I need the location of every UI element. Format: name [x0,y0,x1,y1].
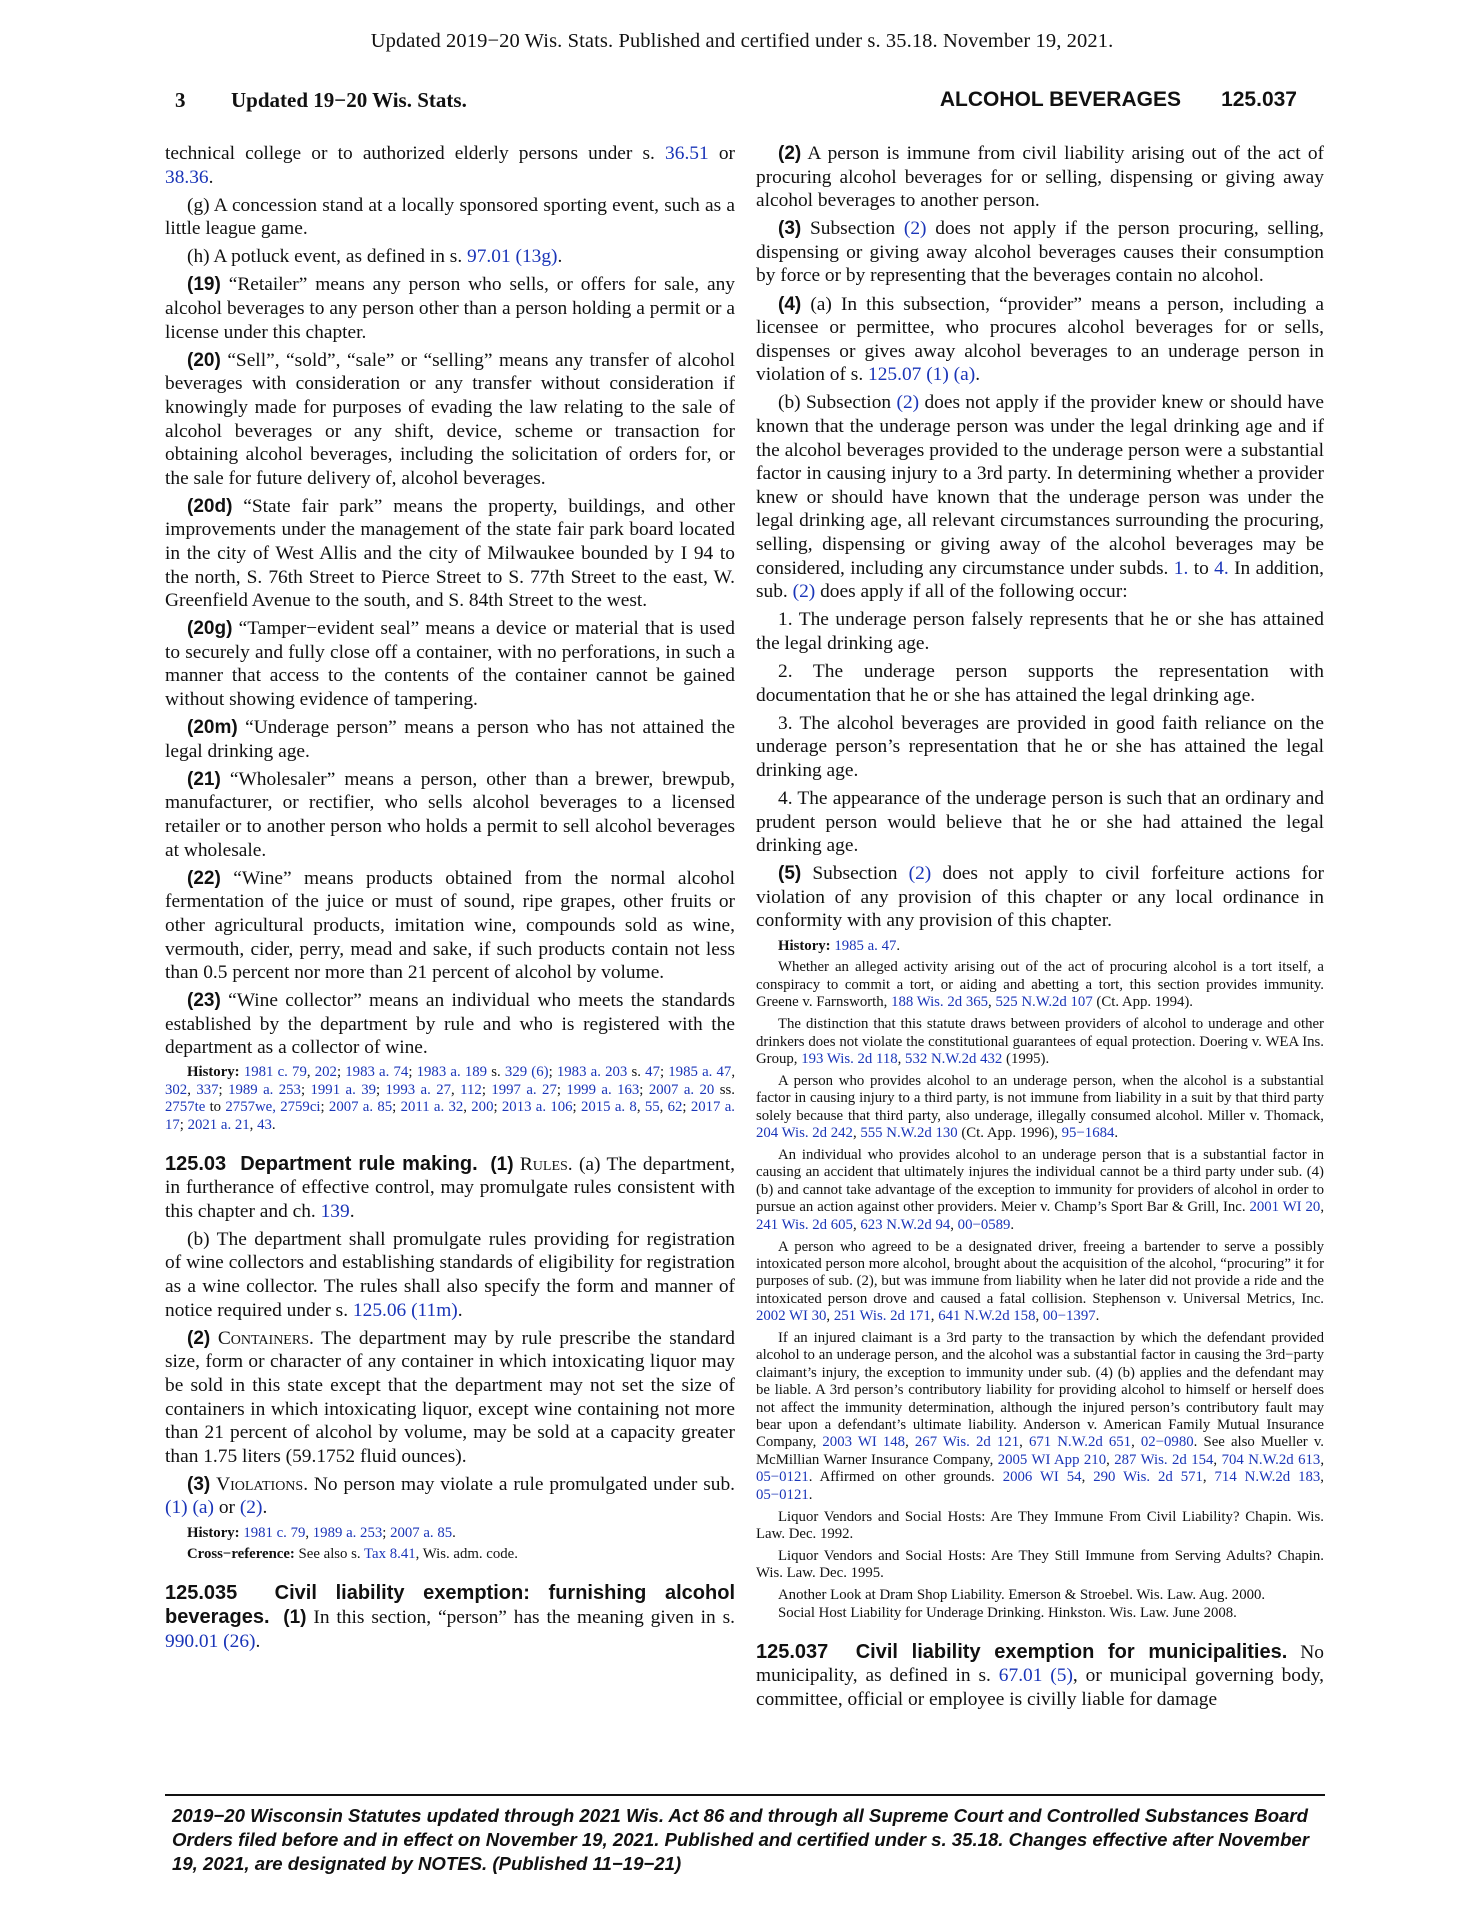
history-link[interactable]: 1989 a. 253 [312,1524,383,1541]
running-head-updated: Updated 19−20 Wis. Stats. [231,88,467,112]
paragraph-continuation: technical college or to authorized elderly persons under s. 36.51 or 38.36. [165,143,735,188]
paragraph-125-03-1-b: (b) The department shall promulgate rules providing for registration of wine collectors and establishing standards of eligibility for registration as a wine collector. The rules shall also specify the form and manner of notice required under s. 125.06 (11m). [165,1228,735,1321]
history-link[interactable]: 2007 a. 85 [328,1099,393,1116]
paragraph-g: (g) A concession stand at a locally sponsored sporting event, such as a little league game. [165,194,735,240]
list-item: 4. The appearance of the underage person is such that an ordinary and prudent person would believe that he or she had attained the legal drinking age. [756,787,1324,857]
statute-link[interactable]: 1. [1173,557,1189,579]
cross-reference-note: Cross−reference: See also s. Tax 8.41, Wis. adm. code. [187,1546,518,1563]
list-item: 2. The underage person supports the representation with documentation that he or she has attained the legal drinking age. [756,660,1324,706]
statute-link[interactable]: (2) [896,392,920,414]
statute-link[interactable]: 125.07 (1) (a) [868,364,976,386]
footer-notice: 2019−20 Wisconsin Statutes updated through 2021 Wis. Act 86 and through all Supreme Court and Controlled Substances Board Orders filed before and in effect on November 19, 2021. Published and certified under s. 35.18. Changes effective after November 19, 2021, are designated by NOTES. (Published 11−19−21) [172,1805,1310,1874]
history-note: History: 1981 c. 79, 1989 a. 253; 2007 a. 85. [187,1524,456,1541]
history-link[interactable]: 1993 a. 27 [385,1081,452,1098]
definition-20d: (20d) “State fair park” means the property, buildings, and other improvements under the management of the state fair park board located in the city of West Allis and the city of Milwaukee bounded by I 94 to the north, S. 76th Street to Pierce Street to S. 77th Street to the east, W. Greenfield Avenue to the south, and S. 84th Street to the west. [165,495,735,612]
statute-link[interactable]: 38.36 [165,166,209,188]
citation-link[interactable]: 193 Wis. 2d 118 [801,1050,898,1067]
left-column [165,142,735,1658]
annotation-note: Liquor Vendors and Social Hosts: Are They Immune From Civil Liability? Chapin. Wis. Law. Dec. 1992. [756,1508,1324,1542]
citation-link[interactable]: 2003 WI 148 [822,1434,906,1451]
history-link[interactable]: 2011 a. 32 [400,1099,464,1116]
paragraph-125-035-3: (3) Subsection (2) does not apply if the person procuring, selling, dispensing or giving away alcohol beverages causes their consumption by force or by representing that the beverages contain no alcohol. [756,218,1324,287]
history-link[interactable]: 337 [196,1081,219,1098]
citation-link[interactable]: 267 Wis. 2d 121 [914,1434,1020,1451]
annotation-note: Liquor Vendors and Social Hosts: Are They Still Immune from Serving Adults? Chapin. Wis. Law. Dec. 1995. [756,1547,1324,1582]
history-link[interactable]: 1983 a. 74 [345,1064,409,1081]
history-link[interactable]: 200 [471,1099,494,1116]
citation-link[interactable]: 00−0589 [957,1216,1011,1233]
statute-link[interactable]: (2) [908,863,932,885]
history-link[interactable]: 1985 a. 47 [668,1064,732,1081]
citation-link[interactable]: 623 N.W.2d 94 [860,1216,951,1233]
citation-link[interactable]: 00−1397 [1042,1308,1096,1325]
citation-link[interactable]: 714 N.W.2d 183 [1214,1469,1321,1486]
citation-link[interactable]: 525 N.W.2d 107 [995,994,1093,1011]
history-link[interactable]: 2017 a. 17 [165,1099,735,1133]
citation-link[interactable]: 290 Wis. 2d 571 [1093,1469,1203,1486]
page-header [165,88,1305,118]
citation-link[interactable]: 555 N.W.2d 130 [860,1125,958,1142]
history-link[interactable]: 2015 a. 8 [580,1099,637,1116]
history-link[interactable]: 1991 a. 39 [310,1081,376,1098]
history-link[interactable]: 329 (6) [504,1064,549,1081]
statute-link[interactable]: 97.01 (13g) [467,246,558,268]
history-link[interactable]: 2013 a. 106 [501,1099,573,1116]
annotation-note: Social Host Liability for Underage Drinking. Hinkston. Wis. Law. June 2008. [778,1604,1237,1621]
statute-link[interactable]: (2) [239,1497,263,1519]
history-link[interactable]: 1981 c. 79 [243,1524,306,1541]
section-125-03: 125.03 Department rule making. (1) Rules. (a) The department, in furtherance of effective control, may promulgate rules consistent with this chapter and ch. 139. [165,1152,735,1222]
citation-link[interactable]: 704 N.W.2d 613 [1221,1451,1321,1468]
statute-link[interactable]: 36.51 [665,143,709,164]
statute-link[interactable]: (2) [792,581,816,603]
citation-link[interactable]: 241 Wis. 2d 605 [756,1216,853,1233]
citation-link[interactable]: 251 Wis. 2d 171 [833,1308,931,1325]
citation-link[interactable]: 641 N.W.2d 158 [938,1308,1036,1325]
citation-link[interactable]: 204 Wis. 2d 242 [756,1125,853,1142]
admin-code-link[interactable]: Tax 8.41 [364,1546,416,1563]
right-column [756,142,1324,1716]
paragraph-125-035-5: (5) Subsection (2) does not apply to civil forfeiture actions for violation of any provision of this chapter or any local ordinance in conformity with any provision of this chapter. [756,863,1324,932]
citation-link[interactable]: 2006 WI 54 [1002,1469,1082,1486]
definition-22: (22) “Wine” means products obtained from the normal alcohol fermentation of the juice or must of sound, ripe grapes, other fruits or other agricultural products, imitation wine, compounds sold as wine, vermouth, cider, perry, mead and sake, if such products contain not less than 0.5 percent nor more than 21 percent of alcohol by volume. [165,867,735,984]
history-link[interactable]: 1981 c. 79 [243,1064,307,1081]
history-link[interactable]: 1989 a. 253 [228,1081,301,1098]
definition-23: (23) “Wine collector” means an individual who meets the standards established by the department by rule and who is registered with the department as a collector of wine. [165,990,735,1059]
history-link[interactable]: 2757te [165,1099,206,1116]
history-link[interactable]: 202 [314,1064,337,1081]
history-link[interactable]: 1997 a. 27 [491,1081,557,1098]
annotation-note: An individual who provides alcohol to an underage person that is a substantial factor in causing an accident that ultimately injures the individual cannot be a third party under sub. (4) (b) and cannot take advantage of the exception to immunity for providers of alcohol in order to pursue an action against other providers. Meier v. Champ’s Sport Bar & Grill, Inc. 2001 WI 20, 241 Wis. 2d 605, 623 N.W.2d 94, 00−0589. [756,1146,1325,1233]
history-note: History: 1985 a. 47. [778,937,901,954]
citation-link[interactable]: 532 N.W.2d 432 [905,1050,1003,1067]
chapter-title: ALCOHOL BEVERAGES [939,88,1181,111]
annotation-note: The distinction that this statute draws between providers of alcohol to underage and other drinkers does not violate the constitutional guarantees of equal protection. Doering v. WEA Ins. Group, 193 Wis. 2d 118, 532 N.W.2d 432 (1995). [756,1016,1324,1067]
history-link[interactable]: 62 [667,1099,683,1116]
section-heading: 125.035 Civil liability exemption: furnishing alcohol beverages. [165,1582,735,1628]
statute-link[interactable]: (2) [903,218,927,240]
paragraph-125-03-2: (2) Containers. The department may by rule prescribe the standard size, form or character of any container in which intoxicating liquor may be sold in this state except that the department may not set the size of containers in which intoxicating liquor, except wine containing not more than 21 percent of alcohol by volume, may be sold at a capacity greater than 1.75 liters (59.1752 fluid ounces). [165,1327,735,1467]
history-link[interactable]: 302 [165,1081,188,1098]
definition-20g: (20g) “Tamper−evident seal” means a device or material that is used to securely and fully close off a container, with no perforations, in such a manner that access to the contents of the container cannot be gained without showing evidence of tampering. [165,618,735,711]
paragraph-125-035-4-a: (4) (a) In this subsection, “provider” means a person, including a licensee or permittee, who procures alcohol beverages for or sells, dispenses or gives away alcohol beverages to an underage person in violation of s. 125.07 (1) (a). [756,293,1324,386]
history-link[interactable]: 1983 a. 189 [416,1064,488,1081]
annotation-note: A person who provides alcohol to an underage person, when the alcohol is a substantial factor in causing injury to a third party, is not immune from liability in a suit by that third party solely because that third party, also underage, illegally consumed alcohol. Miller v. Thomack, 204 Wis. 2d 242, 555 N.W.2d 130 (Ct. App. 1996), 95−1684. [756,1072,1324,1142]
statute-link[interactable]: 990.01 (26) [165,1630,256,1652]
page-number: 3 [175,88,186,112]
history-link[interactable]: 43 [257,1116,272,1133]
list-item: 3. The alcohol beverages are provided in good faith reliance on the underage person’s representation that he or she has attained the legal drinking age. [756,712,1324,781]
history-link[interactable]: 2021 a. 21 [187,1116,250,1133]
citation-link[interactable]: 2001 WI 20 [1249,1199,1321,1216]
annotation-note: A person who agreed to be a designated driver, freeing a bartender to serve a possibly intoxicated person more alcohol, brought about the acquisition of the alcohol, “procuring” it for purposes of sub. (2), but was immune from liability when he later did not provide a ride and the intoxicated person drove and caused a fatal collision. Stephenson v. Universal Metrics, Inc. 2002 WI 30, 251 Wis. 2d 171, 641 N.W.2d 158, 00−1397. [756,1238,1324,1325]
citation-link[interactable]: 02−0980 [1140,1434,1194,1451]
section-125-035: 125.035 Civil liability exemption: furnishing alcohol beverages. (1) In this section, “person” has the meaning given in s. 990.01 (26). [165,1582,735,1652]
history-link[interactable]: 1999 a. 163 [566,1081,640,1098]
statute-link[interactable]: 67.01 (5) [998,1665,1073,1687]
definition-21: (21) “Wholesaler” means a person, other than a brewer, brewpub, manufacturer, or rectifier, who sells alcohol beverages to a licensed retailer or to another person who holds a permit to sell alcohol beverages at wholesale. [165,768,735,861]
annotation-note: If an injured claimant is a 3rd party to the transaction by which the defendant provided alcohol to an underage person, and the alcohol was a substantial factor in causing the 3rd−party claimant’s injury, the exception to immunity under sub. (4) (b) applies and the defendant may be liable. A 3rd person’s contributory liability for providing alcohol to himself or herself does not affect the immunity determination, although the injured person’s contributory fault may bear upon a defendant’s ultimate liability. Anderson v. American Family Mutual Insurance Company, 2003 WI 148, 267 Wis. 2d 121, 671 N.W.2d 651, 02−0980. See also Mueller v. McMillian Warner Insurance Company, 2005 WI App 210, 287 Wis. 2d 154, 704 N.W.2d 613, 05−0121. Affirmed on other grounds. 2006 WI 54, 290 Wis. 2d 571, 714 N.W.2d 183, 05−0121. [756,1330,1325,1503]
paragraph-h: (h) A potluck event, as defined in s. 97.01 (13g). [187,246,563,268]
citation-link[interactable]: 05−0121 [756,1486,809,1503]
citation-link[interactable]: 05−0121 [756,1469,809,1486]
paragraph-125-035-2: (2) A person is immune from civil liability arising out of the act of procuring alcohol beverages for or selling, dispensing or giving away alcohol beverages to another person. [756,143,1324,212]
history-note: History: 1981 c. 79, 202; 1983 a. 74; 1983 a. 189 s. 329 (6); 1983 a. 203 s. 47; 1985 a. 47, 302, 337; 1989 a. 253; 1991 a. 39; 1993 a. 27, 112; 1997 a. 27; 1999 a. 163; 2007 a. 20 ss. 2757te to 2757we, 2759ci; 2007 a. 85; 2011 a. 32, 200; 2013 a. 106; 2015 a. 8, 55, 62; 2017 a. 17; 2021 a. 21, 43. [165,1064,736,1133]
citation-link[interactable]: 287 Wis. 2d 154 [1114,1451,1214,1468]
section-125-037: 125.037 Civil liability exemption for municipalities. No municipality, as defined in s. 67.01 (5), or municipal governing body, committee, official or employee is civilly liable for damage [756,1640,1324,1710]
section-heading: 125.037 Civil liability exemption for municipalities. [756,1640,1288,1663]
citation-link[interactable]: 95−1684 [1061,1125,1115,1142]
citation-link[interactable]: 2002 WI 30 [756,1308,827,1325]
annotation-note: Another Look at Dram Shop Liability. Emerson & Stroebel. Wis. Law. Aug. 2000. [778,1587,1266,1604]
paragraph-125-035-4-b: (b) Subsection (2) does not apply if the provider knew or should have known that the underage person was under the legal drinking age and if the alcohol beverages provided to the underage person were a substantial factor in causing injury to a 3rd party. In determining whether a provider knew or should have known that the underage person was under the legal drinking age, all relevant circumstances surrounding the procuring, selling, dispensing or giving away of the alcohol beverages may be considered, including any circumstance under subds. 1. to 4. In addition, sub. (2) does apply if all of the following occur: [756,392,1325,603]
annotation-note: Whether an alleged activity arising out of the act of procuring alcohol is a tort itself, a conspiracy to commit a tort, or aiding and abetting a tort, this section provides immunity. Greene v. Farnsworth, 188 Wis. 2d 365, 525 N.W.2d 107 (Ct. App. 1994). [756,959,1324,1011]
paragraph-125-03-3: (3) Violations. No person may violate a rule promulgated under sub. (1) (a) or (2). [165,1473,735,1519]
certification-banner: Updated 2019−20 Wis. Stats. Published and certified under s. 35.18. November 19, 2021. [370,30,1114,52]
statute-link[interactable]: 4. [1214,557,1229,579]
history-link[interactable]: 112 [460,1081,482,1098]
history-link[interactable]: 1985 a. 47 [834,937,897,954]
citation-link[interactable]: 671 N.W.2d 651 [1028,1434,1132,1451]
citation-link[interactable]: 2005 WI App 210 [997,1451,1107,1468]
history-link[interactable]: 55 [644,1099,660,1116]
history-link[interactable]: 47 [645,1064,660,1081]
definition-20: (20) “Sell”, “sold”, “sale” or “selling” means any transfer of alcohol beverages with consideration or any transfer without consideration if knowingly made for purposes of evading the law relating to the sale of alcohol beverages or any shift, device, scheme or transaction for obtaining alcohol beverages, including the solicitation of orders for, or the sale for future delivery of, alcohol beverages. [165,349,735,489]
definition-19: (19) “Retailer” means any person who sells, or offers for sale, any alcohol beverages to any person other than a person holding a permit or a license under this chapter. [165,274,735,343]
statute-link[interactable]: (1) (a) [165,1497,214,1519]
history-link[interactable]: 2757we, 2759ci [225,1099,321,1116]
history-link[interactable]: 1983 a. 203 [556,1064,628,1081]
history-link[interactable]: 2007 a. 20 [648,1081,715,1098]
citation-link[interactable]: 188 Wis. 2d 365 [891,994,989,1011]
history-link[interactable]: 2007 a. 85 [390,1524,453,1541]
list-item: 1. The underage person falsely represents that he or she has attained the legal drinking age. [756,609,1324,654]
footer-divider [165,1794,1325,1796]
statute-link[interactable]: 139 [320,1200,350,1222]
running-section-number: 125.037 [1221,88,1297,111]
definition-20m: (20m) “Underage person” means a person who has not attained the legal drinking age. [165,717,735,762]
statute-link[interactable]: 125.06 (11m) [352,1299,458,1321]
section-heading: 125.03 Department rule making. [165,1152,478,1175]
